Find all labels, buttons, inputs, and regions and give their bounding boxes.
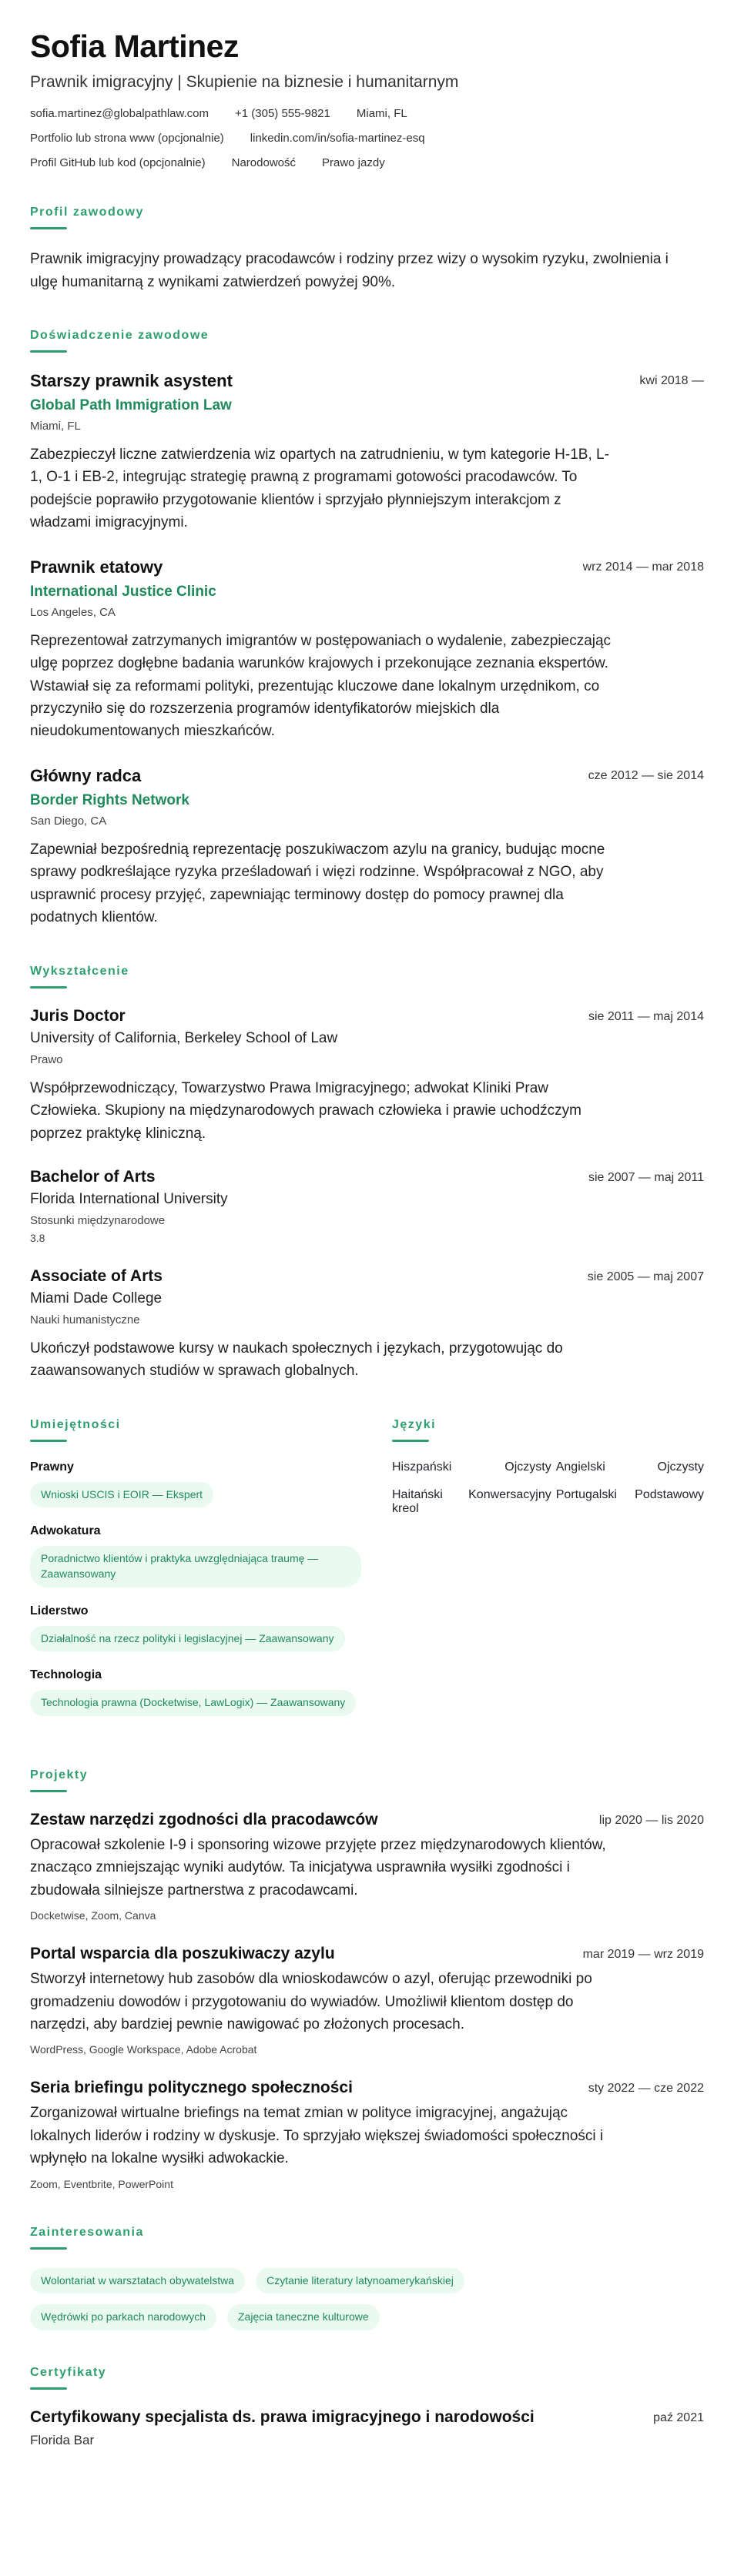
section-heading: Umiejętności <box>30 1417 121 1431</box>
candidate-name: Sofia Martinez <box>30 28 239 64</box>
contact-block <box>30 107 704 170</box>
education-degree: Associate of Arts <box>30 1266 163 1285</box>
language-name: Portugalski <box>555 1487 617 1501</box>
contact-github[interactable]: Profil GitHub lub kod (opcjonalnie) <box>30 156 206 170</box>
education-entry <box>30 1007 704 1145</box>
entry-date: paź 2021 <box>653 2410 704 2424</box>
contact-row <box>30 132 704 146</box>
skill-pill: Technologia prawna (Docketwise, LawLogix) — Zaawansowany <box>30 1690 356 1716</box>
section-heading: Doświadczenie zawodowe <box>30 328 209 342</box>
skill-category: Technologia <box>30 1668 102 1682</box>
contact-location: Miami, FL <box>356 107 407 121</box>
entry-role: Główny radca <box>30 765 142 785</box>
section-heading: Języki <box>392 1417 437 1431</box>
profile-section <box>30 206 704 293</box>
section-divider <box>30 2247 67 2250</box>
resume-header <box>30 29 704 170</box>
section-divider <box>30 986 67 989</box>
certification-entry <box>30 2408 704 2448</box>
skill-group <box>30 1668 361 1716</box>
experience-entry <box>30 557 704 743</box>
section-divider <box>30 1790 67 1792</box>
language-level: Ojczysty <box>657 1460 704 1474</box>
candidate-title: Prawnik imigracyjny | Skupienie na biznesie i humanitarnym <box>30 73 459 92</box>
entry-date: wrz 2014 — mar 2018 <box>582 560 704 574</box>
education-field: Stosunki międzynarodowe <box>30 1213 166 1227</box>
entry-company: Global Path Immigration Law <box>30 396 232 413</box>
entry-date: sie 2005 — maj 2007 <box>587 1270 704 1283</box>
skill-category: Prawny <box>30 1460 74 1474</box>
contact-linkedin[interactable]: linkedin.com/in/sofia-martinez-esq <box>250 132 425 146</box>
skill-group <box>30 1524 361 1587</box>
section-heading: Certyfikaty <box>30 2365 107 2379</box>
project-technologies: Docketwise, Zoom, Canva <box>30 1909 156 1922</box>
interest-pill: Wolontariat w warsztatach obywatelstwa <box>30 2268 245 2294</box>
skill-pill: Poradnictwo klientów i praktyka uwzględniająca traumę — Zaawansowany <box>30 1546 361 1587</box>
section-heading: Projekty <box>30 1768 89 1781</box>
entry-date: lip 2020 — lis 2020 <box>598 1813 704 1827</box>
skill-group <box>30 1604 361 1652</box>
certification-title: Certyfikowany specjalista ds. prawa imigracyjnego i narodowości <box>30 2407 535 2426</box>
contact-row <box>30 156 704 170</box>
certification-issuer: Florida Bar <box>30 2432 95 2447</box>
entry-company: Border Rights Network <box>30 791 189 808</box>
education-field: Nauki humanistyczne <box>30 1313 140 1326</box>
experience-entry <box>30 766 704 929</box>
experience-entry <box>30 371 704 534</box>
entry-description: Zapewniał bezpośrednią reprezentację poszukiwaczom azylu na granicy, budując mocne sprawy podkreślające ryzyka prześladowań i więzi rodzinne. Współpracował z NGO, aby usprawnić procesy przyjęć, zapewniając terminowy dostęp do pomocy prawnej dla podatnych klientów. <box>30 841 605 926</box>
section-heading: Profil zawodowy <box>30 206 144 219</box>
section-heading: Zainteresowania <box>30 2225 144 2239</box>
entry-description: Zabezpieczył liczne zatwierdzenia wiz opartych na zatrudnieniu, w tym kategorie H-1B, L-1, O-1 i EB-2, integrując strategię prawną z programami gotowości pracodawców. To podejście poprawiło przygotowanie klientów i sprzyjało płynniejszym interakcjom z władzami imigracyjnymi. <box>30 446 609 531</box>
entry-date: sie 2011 — maj 2014 <box>588 1009 704 1023</box>
education-field: Prawo <box>30 1052 63 1066</box>
project-entry <box>30 1811 704 1922</box>
project-technologies: WordPress, Google Workspace, Adobe Acrobat <box>30 2043 257 2056</box>
entry-role: Starszy prawnik asystent <box>30 370 233 390</box>
section-divider <box>30 1440 67 1442</box>
section-heading: Wykształcenie <box>30 964 129 978</box>
language-level: Podstawowy <box>635 1487 704 1501</box>
skills-column <box>30 1418 361 1733</box>
skill-category: Adwokatura <box>30 1524 101 1538</box>
entry-description: Reprezentował zatrzymanych imigrantów w postępowaniach o wydalenie, zabezpieczając ulgę poprzez dogłębne badania warunków krajowych i przekonujące zeznania ekspertów. Wstawiał się za reformami polityki, prezentując kluczowe dane lokalnym urzędnikom, co przyczyniło się do rozszerzenia programów identyfikatorów miejskich dla nieudokumentowanych mieszkańców. <box>30 632 612 740</box>
entry-description: Ukończył podstawowe kursy w naukach społecznych i językach, przygotowując do zaawansowanych studiów w sprawach globalnych. <box>30 1340 563 1380</box>
language-level: Konwersacyjny <box>468 1487 551 1501</box>
project-description: Opracował szkolenie I-9 i sponsoring wizowe przyjęte przez międzynarodowych klientów, znacząco zmniejszając wyniki audytów. Ta inicjatywa usprawniła wysiłki zgodności i zbudowała silniejsze partnerstwa z pracodawcami. <box>30 1836 606 1899</box>
skill-pill: Działalność na rzecz polityki i legislacyjnej — Zaawansowany <box>30 1626 345 1652</box>
education-gpa: 3.8 <box>30 1231 45 1244</box>
education-institution: University of California, Berkeley School of Law <box>30 1029 338 1046</box>
contact-email[interactable]: sofia.martinez@globalpathlaw.com <box>30 107 209 121</box>
interest-pill: Wędrówki po parkach narodowych <box>30 2304 216 2330</box>
entry-company: International Justice Clinic <box>30 583 216 600</box>
language-name: Hiszpański <box>392 1460 452 1474</box>
certifications-section <box>30 2366 704 2448</box>
entry-date: sie 2007 — maj 2011 <box>588 1170 704 1184</box>
profile-summary: Prawnik imigracyjny prowadzący pracodawców i rodziny przez wizy o wysokim ryzyku, zwolnienia i ulgę humanitarną z wynikami zatwierdzeń powyżej 90%. <box>30 251 669 290</box>
education-entry <box>30 1267 704 1383</box>
entry-date: cze 2012 — sie 2014 <box>588 768 704 782</box>
entry-location: Miami, FL <box>30 419 81 433</box>
entry-date: kwi 2018 — <box>639 373 704 387</box>
language-name: Angielski <box>555 1460 605 1474</box>
section-divider <box>30 2387 67 2390</box>
project-entry <box>30 2079 704 2190</box>
contact-row <box>30 107 704 121</box>
skill-group <box>30 1460 361 1508</box>
language-name: Haitański kreol <box>392 1487 443 1515</box>
project-description: Zorganizował wirtualne briefings na temat zmian w polityce imigracyjnej, angażując lokalnych liderów i rodziny w dyskusje. To sprzyjało większej świadomości społeczności i wpłynęło na lokalne wysiłki adwokackie. <box>30 2105 604 2167</box>
entry-location: San Diego, CA <box>30 814 107 828</box>
contact-portfolio[interactable]: Portfolio lub strona www (opcjonalnie) <box>30 132 224 146</box>
skills-languages-section <box>30 1418 704 1733</box>
section-divider <box>30 350 67 353</box>
languages-list <box>392 1460 704 1516</box>
project-description: Stworzył internetowy hub zasobów dla wnioskodawców o azyl, oferując przewodniki po gromadzeniu dowodów i przygotowaniu do wywiadów. Umożliwił klientom dostęp do narzędzi, aby bardziej pewnie nawigować po złożonych procesach. <box>30 1971 592 2032</box>
interest-pill: Zajęcia taneczne kulturowe <box>227 2304 380 2330</box>
skill-category: Liderstwo <box>30 1604 89 1618</box>
project-title: Portal wsparcia dla poszukiwaczy azylu <box>30 1945 335 1963</box>
entry-description: Współprzewodniczący, Towarzystwo Prawa Imigracyjnego; adwokat Kliniki Praw Człowieka. Skupiony na międzynarodowych prawach człowieka i prawie uchodźczym poprzez praktykę kliniczną. <box>30 1079 582 1142</box>
contact-nationality: Narodowość <box>231 156 296 170</box>
education-institution: Florida International University <box>30 1190 228 1207</box>
language-level: Ojczysty <box>504 1460 551 1474</box>
education-entry <box>30 1168 704 1244</box>
section-divider <box>30 227 67 229</box>
project-title: Seria briefingu politycznego społeczności <box>30 2079 353 2097</box>
entry-date: sty 2022 — cze 2022 <box>588 2082 704 2096</box>
experience-section <box>30 329 704 929</box>
interests-list <box>30 2268 569 2330</box>
education-degree: Juris Doctor <box>30 1006 126 1025</box>
interests-section <box>30 2226 704 2330</box>
projects-section <box>30 1768 704 2190</box>
education-degree: Bachelor of Arts <box>30 1167 156 1186</box>
entry-date: mar 2019 — wrz 2019 <box>582 1948 704 1962</box>
contact-phone[interactable]: +1 (305) 555-9821 <box>235 107 330 121</box>
education-institution: Miami Dade College <box>30 1290 163 1306</box>
education-section <box>30 965 704 1383</box>
contact-driving-license: Prawo jazdy <box>322 156 385 170</box>
skill-pill: Wnioski USCIS i EOIR — Ekspert <box>30 1482 213 1508</box>
project-title: Zestaw narzędzi zgodności dla pracodawców <box>30 1810 378 1828</box>
project-entry <box>30 1945 704 2056</box>
languages-column <box>392 1418 704 1733</box>
project-technologies: Zoom, Eventbrite, PowerPoint <box>30 2177 173 2190</box>
entry-location: Los Angeles, CA <box>30 605 116 619</box>
section-divider <box>392 1440 429 1442</box>
entry-role: Prawnik etatowy <box>30 557 163 577</box>
interest-pill: Czytanie literatury latynoamerykańskiej <box>256 2268 464 2294</box>
